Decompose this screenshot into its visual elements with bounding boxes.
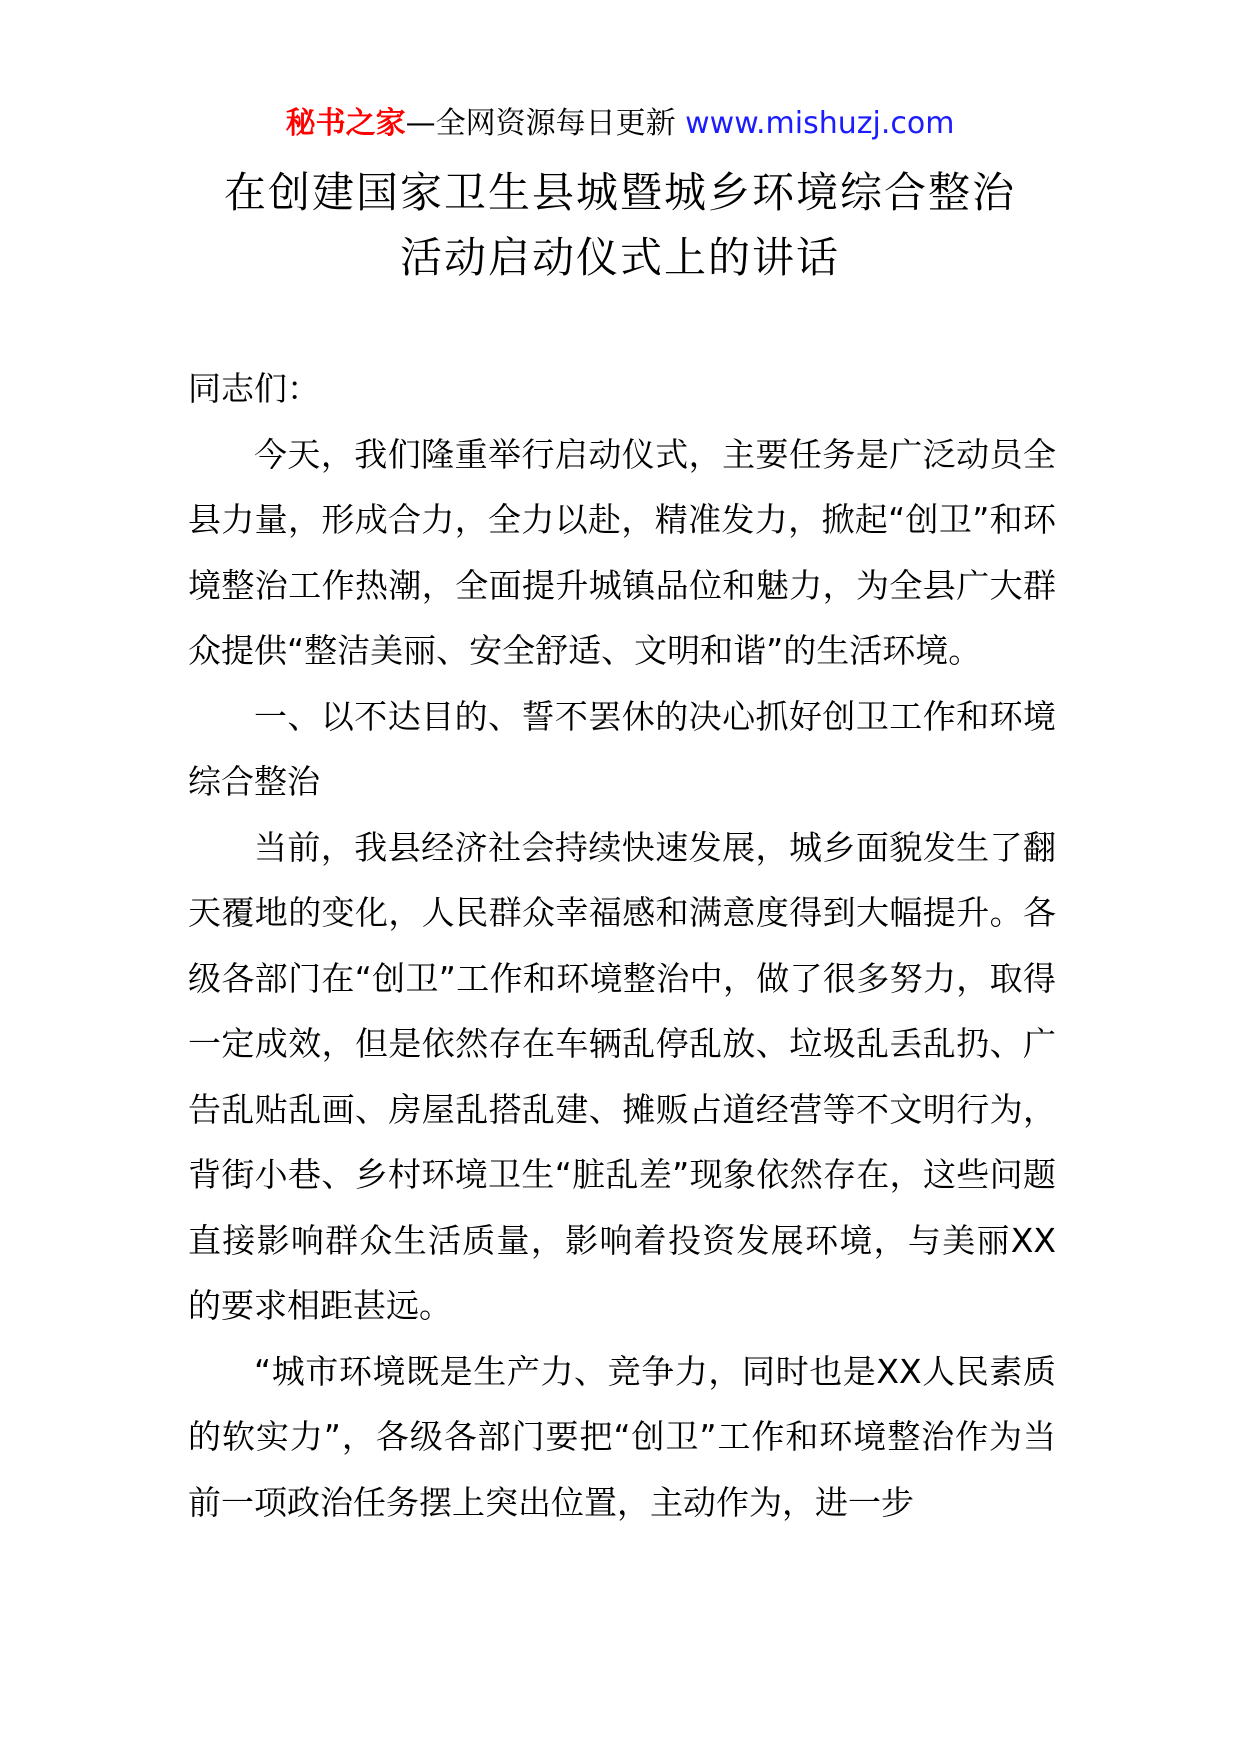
document-title-line-1: 在创建国家卫生县城暨城乡环境综合整治 <box>223 168 1016 217</box>
document-title-line-2: 活动启动仪式上的讲话 <box>399 233 840 282</box>
paragraph-intro: 今天，我们隆重举行启动仪式，主要任务是广泛动员全县力量，形成合力，全力以赴，精准发力，掀起“创卫”和环境整治工作热潮，全面提升城镇品位和魅力，为全县广大群众提供“整洁美丽、安全舒适、文明和谐”的生活环境。 <box>188 434 1056 670</box>
paragraph-current-status: 当前，我县经济社会持续快速发展，城乡面貌发生了翻天覆地的变化，人民群众幸福感和满意度得到大幅提升。各级各部门在“创卫”工作和环境整治中，做了很多努力，取得一定成效，但是依然存在车辆乱停乱放、垃圾乱丢乱扔、广告乱贴乱画、房屋乱搭乱建、摊贩占道经营等不文明行为，背街小巷、乡村环境卫生“脏乱差”现象依然存在，这些问题直接影响群众生活质量，影响着投资发展环境，与美丽XX的要求相距甚远。 <box>188 827 1056 1325</box>
document-body <box>188 356 1056 1535</box>
salutation: 同志们： <box>188 369 320 408</box>
paragraph-quote: “城市环境既是生产力、竞争力，同时也是XX人民素质的软实力”，各级各部门要把“创卫”工作和环境整治作为当前一项政治任务摆上突出位置，主动作为，进一步 <box>188 1351 1056 1522</box>
header-tagline: —全网资源每日更新 <box>405 106 676 141</box>
section-heading-1: 一、以不达目的、誓不罢休的决心抓好创卫工作和环境综合整治 <box>188 696 1056 801</box>
page-header <box>0 100 1240 148</box>
site-url[interactable]: www.mishuzj.com <box>685 106 955 141</box>
brand-name: 秘书之家 <box>285 106 406 141</box>
